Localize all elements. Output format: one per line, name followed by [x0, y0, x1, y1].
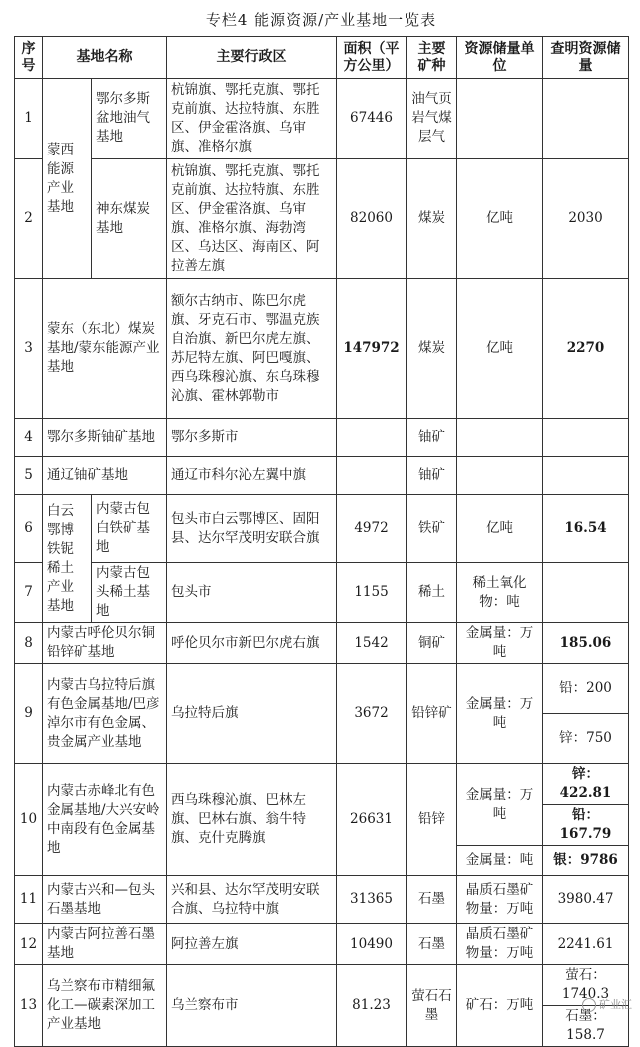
- table-row: [15, 924, 629, 965]
- districts-cell: 西乌珠穆沁旗、巴林左旗、巴林右旗、翁牛特旗、克什克腾旗: [167, 764, 337, 876]
- unit-cell: 晶质石墨矿物量：万吨: [457, 924, 543, 965]
- reserves-cell: 3980.47: [543, 876, 629, 924]
- unit-cell: 金属量：吨: [457, 846, 543, 876]
- minerals-cell: 煤炭: [407, 279, 457, 419]
- unit-cell: 矿石：万吨: [457, 965, 543, 1047]
- reserves-zinc-cell: 锌：750: [543, 714, 629, 764]
- minerals-cell: 铀矿: [407, 419, 457, 457]
- districts-cell: 鄂尔多斯市: [167, 419, 337, 457]
- districts-cell: 呼伦贝尔市新巴尔虎右旗: [167, 623, 337, 664]
- table-row: [15, 457, 629, 495]
- area-cell: 3672: [337, 664, 407, 764]
- reserves-cell: [543, 457, 629, 495]
- header-minerals: 主要矿种: [407, 37, 457, 79]
- minerals-cell: 油气页岩气煤层气: [407, 79, 457, 159]
- area-cell: 31365: [337, 876, 407, 924]
- reserves-lead-cell: 铅：167.79: [543, 805, 629, 846]
- table-row: [15, 79, 629, 159]
- area-cell: 81.23: [337, 965, 407, 1047]
- base-name-cell: 乌兰察布市精细氟化工—碳素深加工产业基地: [43, 965, 167, 1047]
- reserves-cell: 2030: [543, 159, 629, 279]
- watermark: [582, 996, 632, 1012]
- districts-cell: 包头市白云鄂博区、固阳县、达尔罕茂明安联合旗: [167, 495, 337, 563]
- reserves-cell: [543, 563, 629, 623]
- base-name-cell: 内蒙古兴和—包头石墨基地: [43, 876, 167, 924]
- table-row: [15, 563, 629, 623]
- group-cell: 蒙西能源产业基地: [43, 79, 92, 279]
- unit-cell: 亿吨: [457, 495, 543, 563]
- area-cell: 67446: [337, 79, 407, 159]
- table-row: [15, 419, 629, 457]
- reserves-lead-cell: 铅：200: [543, 664, 629, 714]
- table-row: [15, 965, 629, 1006]
- reserves-graphite-cell: 石墨：158.7: [543, 1006, 629, 1047]
- table-row: [15, 764, 629, 805]
- unit-cell: 金属量：万吨: [457, 664, 543, 764]
- seq-cell: 1: [15, 79, 43, 159]
- unit-cell: [457, 457, 543, 495]
- reserves-zinc-cell: 锌：422.81: [543, 764, 629, 805]
- districts-cell: 乌兰察布市: [167, 965, 337, 1047]
- seq-cell: 3: [15, 279, 43, 419]
- seq-cell: 2: [15, 159, 43, 279]
- seq-cell: 4: [15, 419, 43, 457]
- header-unit: 资源储量单位: [457, 37, 543, 79]
- unit-cell: 稀土氧化物：吨: [457, 563, 543, 623]
- area-cell: [337, 419, 407, 457]
- header-seq: 序号: [15, 37, 43, 79]
- districts-cell: 乌拉特后旗: [167, 664, 337, 764]
- unit-cell: 亿吨: [457, 279, 543, 419]
- base-name-cell: 鄂尔多斯盆地油气基地: [92, 79, 167, 159]
- area-cell: 147972: [337, 279, 407, 419]
- districts-cell: 通辽市科尔沁左翼中旗: [167, 457, 337, 495]
- area-cell: 1155: [337, 563, 407, 623]
- minerals-cell: 煤炭: [407, 159, 457, 279]
- minerals-cell: 稀土: [407, 563, 457, 623]
- minerals-cell: 铅锌矿: [407, 664, 457, 764]
- base-name-cell: 鄂尔多斯铀矿基地: [43, 419, 167, 457]
- table-caption: 专栏4 能源资源/产业基地一览表: [205, 11, 437, 29]
- unit-cell: 金属量：万吨: [457, 764, 543, 846]
- area-cell: [337, 457, 407, 495]
- table-row: [15, 876, 629, 924]
- minerals-cell: 铀矿: [407, 457, 457, 495]
- table-row: [15, 664, 629, 714]
- districts-cell: 包头市: [167, 563, 337, 623]
- base-name-cell: 内蒙古包头稀土基地: [92, 563, 167, 623]
- area-cell: 10490: [337, 924, 407, 965]
- area-cell: 4972: [337, 495, 407, 563]
- base-name-cell: 内蒙古呼伦贝尔铜铅锌矿基地: [43, 623, 167, 664]
- seq-cell: 13: [15, 965, 43, 1047]
- base-name-cell: 内蒙古包白铁矿基地: [92, 495, 167, 563]
- minerals-cell: 铅锌: [407, 764, 457, 876]
- table-row: [15, 623, 629, 664]
- energy-base-table: [14, 36, 629, 1047]
- wechat-icon: [582, 998, 596, 1012]
- area-cell: 1542: [337, 623, 407, 664]
- base-name-cell: 内蒙古赤峰北有色金属基地/大兴安岭中南段有色金属基地: [43, 764, 167, 876]
- header-area: 面积（平方公里）: [337, 37, 407, 79]
- base-name-cell: 蒙东（东北）煤炭基地/蒙东能源产业基地: [43, 279, 167, 419]
- seq-cell: 7: [15, 563, 43, 623]
- districts-cell: 杭锦旗、鄂托克旗、鄂托克前旗、达拉特旗、东胜区、伊金霍洛旗、乌审旗、准格尔旗: [167, 79, 337, 159]
- base-name-cell: 神东煤炭基地: [92, 159, 167, 279]
- reserves-cell: 2270: [543, 279, 629, 419]
- seq-cell: 8: [15, 623, 43, 664]
- seq-cell: 5: [15, 457, 43, 495]
- minerals-cell: 铁矿: [407, 495, 457, 563]
- seq-cell: 9: [15, 664, 43, 764]
- seq-cell: 12: [15, 924, 43, 965]
- base-name-cell: 内蒙古阿拉善石墨基地: [43, 924, 167, 965]
- minerals-cell: 石墨: [407, 876, 457, 924]
- base-name-cell: 内蒙古乌拉特后旗有色金属基地/巴彦淖尔市有色金属、贵金属产业基地: [43, 664, 167, 764]
- reserves-cell: 16.54: [543, 495, 629, 563]
- minerals-cell: 石墨: [407, 924, 457, 965]
- districts-cell: 阿拉善左旗: [167, 924, 337, 965]
- seq-cell: 6: [15, 495, 43, 563]
- minerals-cell: 铜矿: [407, 623, 457, 664]
- districts-cell: 额尔古纳市、陈巴尔虎旗、牙克石市、鄂温克族自治旗、新巴尔虎左旗、苏尼特左旗、阿巴嘎旗、西乌珠穆沁旗、东乌珠穆沁旗、霍林郭勒市: [167, 279, 337, 419]
- header-base-name: 基地名称: [43, 37, 167, 79]
- base-name-cell: 通辽铀矿基地: [43, 457, 167, 495]
- area-cell: 26631: [337, 764, 407, 876]
- reserves-cell: [543, 79, 629, 159]
- reserves-silver-cell: 银：9786: [543, 846, 629, 876]
- seq-cell: 10: [15, 764, 43, 876]
- unit-cell: [457, 419, 543, 457]
- seq-cell: 11: [15, 876, 43, 924]
- unit-cell: 金属量：万吨: [457, 623, 543, 664]
- minerals-cell: 萤石石墨: [407, 965, 457, 1047]
- area-cell: 82060: [337, 159, 407, 279]
- reserves-cell: [543, 419, 629, 457]
- watermark-text: 矿业汇: [599, 998, 632, 1011]
- table-row: [15, 159, 629, 279]
- unit-cell: [457, 79, 543, 159]
- reserves-cell: 2241.61: [543, 924, 629, 965]
- unit-cell: 亿吨: [457, 159, 543, 279]
- header-row: [15, 37, 629, 79]
- table-row: [15, 495, 629, 563]
- group-cell: 白云鄂博铁铌稀土产业基地: [43, 495, 92, 623]
- reserves-cell: 185.06: [543, 623, 629, 664]
- reserves-fluorite-cell: 萤石：1740.3: [543, 965, 629, 1006]
- header-reserves: 查明资源储量: [543, 37, 629, 79]
- districts-cell: 兴和县、达尔罕茂明安联合旗、乌拉特中旗: [167, 876, 337, 924]
- header-districts: 主要行政区: [167, 37, 337, 79]
- districts-cell: 杭锦旗、鄂托克旗、鄂托克前旗、达拉特旗、东胜区、伊金霍洛旗、乌审旗、准格尔旗、海勃湾区、乌达区、海南区、阿拉善左旗: [167, 159, 337, 279]
- table-row: [15, 279, 629, 419]
- unit-cell: 晶质石墨矿物量：万吨: [457, 876, 543, 924]
